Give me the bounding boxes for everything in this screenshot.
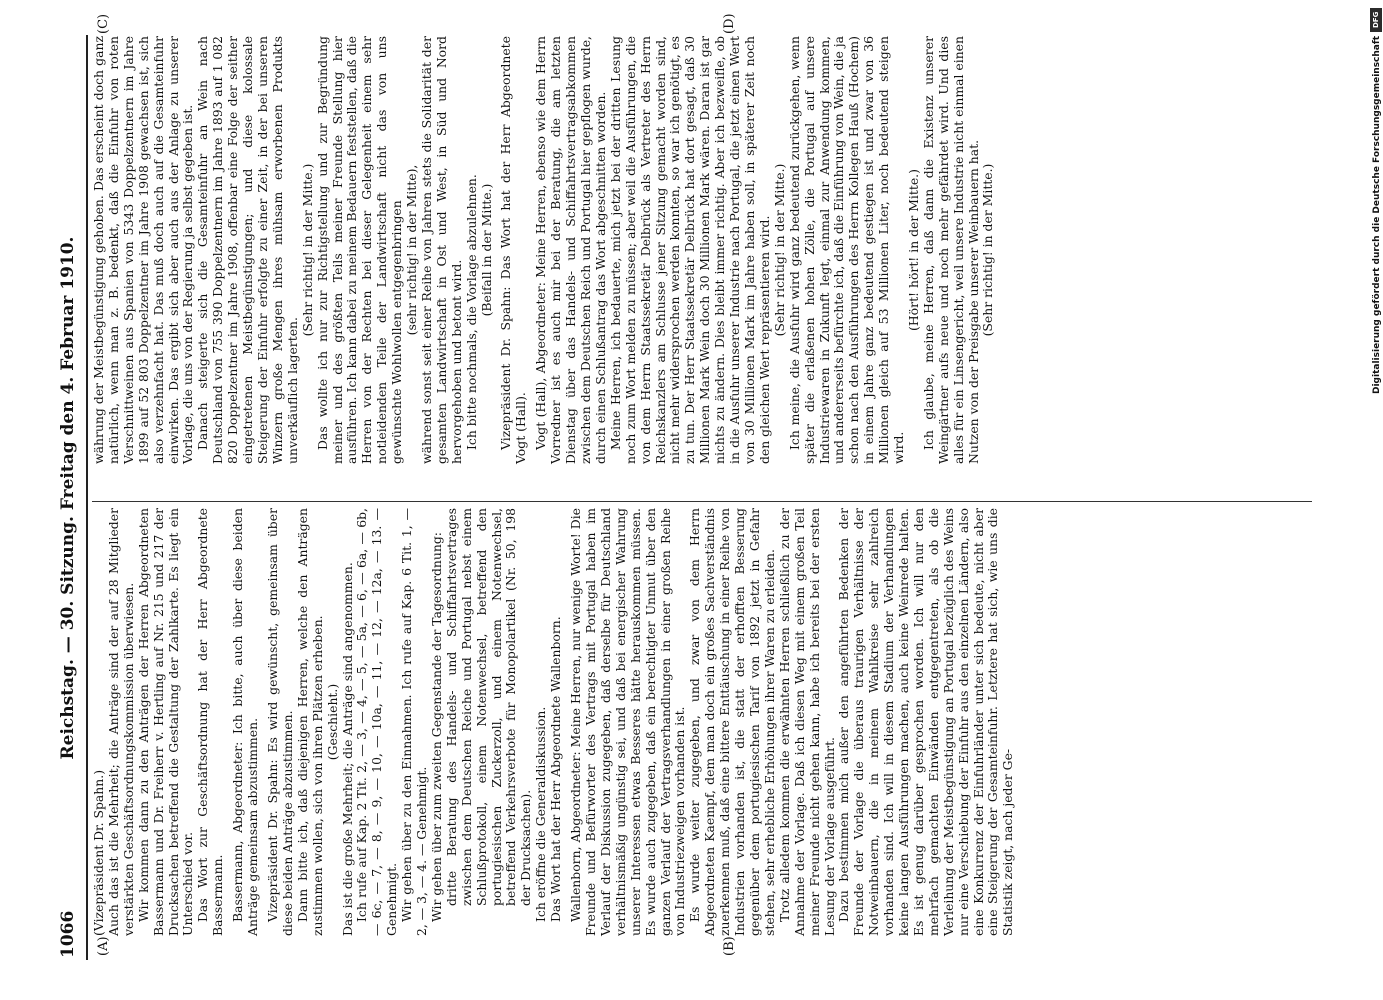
margin-marker-a: (A)	[96, 936, 111, 956]
paragraph: Vogt (Hall), Abgeordneter: Meine Herren, ebenso wie dem Herrn Vorredner ist es auch mir bei der Beratung, die am letzten Dienstag über das Handels- und Schiffahrtsvertragsabkommen zwischen dem Deutschen Reich und Portugal hier gepflogen wurde, durch einen Schlußantrag das Wort abgeschnitten worden.	[533, 36, 608, 464]
paragraph: dritte Beratung des Handels- und Schiffahrtsvertrages zwischen dem Deutschen Reiche und Portugal nebst einem Schlußprotokoll, einem Notenwechsel, betreffend den portugiesischen Zuckerzoll, und einem Notenwechsel, betreffend Verkehrsverbote für Monopolartikel (Nr. 50, 198 der Drucksachen).	[443, 508, 534, 906]
paragraph: (Geschieht.)	[324, 683, 340, 761]
dfg-logo: DFG	[1370, 8, 1382, 32]
paragraph: Vizepräsident Dr. Spahn: Das Wort hat der Herr Abgeordnete Vogt (Hall).	[498, 36, 529, 464]
paragraph: (Sehr richtig! in der Mitte.)	[771, 163, 787, 337]
paragraph: Meine Herren, ich bedauerte, mich jetzt bei der dritten Lesung noch zum Wort melden zu müssen; aber weil die Ausführungen, die von dem Herrn Staatssekretär Delbrück als Vertreter des Herrn Reichskanzlers am Schlusse jener Sitzung gemacht worden sind, nicht mehr widersprochen werden konnten, so war ich genötigt, es zu tun. Der Herr Staatssekretär Delbrück hat dort gesagt, daß 30 Millionen Mark Wein doch 30 Millionen Mark wären. Daran ist gar nichts zu ändern. Dies bleibt immer richtig. Aber ich bezweifle, ob in die Ausfuhr unserer Industrie nach Portugal, die jetzt einen Wert von 30 Millionen Mark im Jahre haben soll, in späterer Zeit noch den gleichen Wert repräsentieren wird.	[607, 36, 772, 464]
left-column	[92, 508, 1016, 936]
paragraph: Das ist die große Mehrheit; die Anträge sind angenommen.	[339, 562, 355, 936]
paragraph: Wallenborn, Abgeordneter: Meine Herren, nur wenige Worte! Die Freunde und Befürworter des Vertrags mit Portugal haben im Verlauf der Diskussion zugegeben, daß derselbe für Deutschland verhältnismäßig ungünstig sei, und daß bei energischer Wahrung unserer Interessen etwas Besseres hätte herauskommen müssen. Es wurde auch zugegeben, daß ein berechtigter Unmut über den ganzen Verlauf der Vertragsverhandlungen in einer großen Reihe von Industriezweigen vorhanden ist.	[568, 508, 688, 936]
paragraph: Bassermann, Abgeordneter: Ich bitte, auch über diese beiden Anträge gemeinsam abzustimmen.	[230, 508, 261, 936]
paragraph: währung der Meistbegünstigung gehoben. Das erscheint doch ganz natürlich, wenn man z. B. bedenkt, daß die Einfuhr von roten Verschnittweinen aus Spanien von 5343 Doppelzentnern im Jahre 1899 auf 52 803 Doppelzentner im Jahre 1908 gewachsen ist, sich also verzehnfacht hat. Das muß doch auch auf die Gesamteinfuhr einwirken. Das ergibt sich aber auch aus der Anlage zu unserer Vorlage, die uns von der Regierung ja selbst gegeben ist.	[91, 36, 196, 464]
header-rule	[86, 35, 88, 960]
paragraph: Ich meine, die Ausfuhr wird ganz bedeutend zurückgehen, wenn später die erlaßenen hohen Zölle, die Portugal auf unsere Industriewaren in Zukunft legt, einmal zur Anwendung kommen, und andererseits befürchte ich, daß die Einführung von Wein, die ja schon nach den Ausführungen des Herrn Kollegen Hauß (Hochem) in einem Jahre ganz bedeutend gestiegen ist und zwar von 36 Millionen gleich auf 53 Millionen Liter, noch bedeutend steigen wird.	[786, 36, 907, 464]
paragraph: Wir kommen dann zu den Anträgen der Herren Abgeordneten Bassermann und Dr. Freiherr v. Hertling auf Nr. 215 und 217 der Drucksachen betreffend die Gestaltung der Zahlkarte. Es liegt ein Unterschied vor.	[135, 508, 196, 936]
margin-marker-b: (B)	[722, 936, 737, 956]
paragraph: Ich glaube, meine Herren, daß dann die Existenz unserer Weingärtner aufs neue und noch mehr gefährdet wird. Und dies alles für ein Linsengericht, weil unsere Industrie nicht einmal einen Nutzen von der Preisgabe unserer Weinbauern hat.	[920, 36, 981, 464]
running-title: Reichstag. — 30. Sitzung. Freitag den 4. Februar 1910.	[58, 236, 78, 760]
page-header	[58, 38, 84, 958]
paragraph: Vizepräsident Dr. Spahn: Es wird gewünscht, gemeinsam über diese beiden Anträge abzustimmen.	[264, 508, 295, 936]
digitization-note: Digitalisierung gefördert durch die Deutsche Forschungsgemeinschaft	[1372, 36, 1382, 395]
paragraph: Wir gehen über zu den Einnahmen. Ich rufe auf Kap. 6 Tit. 1, — 2, — 3, — 4. — Genehmigt.	[399, 508, 430, 936]
paragraph: Es wurde weiter zugegeben, und zwar von dem Herrn Abgeordneten Kaempf, dem man doch ein großes Sachverständnis zuerkennen muß, daß eine bittere Enttäuschung in einer Reihe von Industrien vorhanden ist, die statt der erhofften Besserung gegenüber dem portugiesischen Tarif von 1892 jetzt in Gefahr stehen, sehr erhebliche Erhöhungen ihrer Waren zu erleiden.	[687, 508, 777, 936]
paragraph: Das wollte ich nur zur Richtigstellung und zur Begründung meiner und des größten Teils meiner Freunde Stellung hier ausführen. Ich kann dabei zu meinem Bedauern feststellen, daß die Herren von der Rechten bei dieser Gelegenheit einem sehr notleidenden Teile der Landwirtschaft nicht das von uns gewünschte Wohlwollen entgegenbringen	[314, 36, 405, 464]
paragraph: Ich eröffne die Generaldiskussion.	[533, 706, 549, 922]
paragraph: Danach steigerte sich die Gesamteinfuhr an Wein nach Deutschland von 755 390 Doppelzentnern im Jahre 1893 auf 1 082 820 Doppelzentner im Jahre 1908, offenbar eine Folge der seither eingetretenen Meistbegünstigungen; und diese kolossale Steigerung der Einfuhr erfolgte zu einer Zeit, in der bei unseren Winzern große Mengen ihres mühsam erworbenen Produkts unverkäuflich lagerten.	[195, 36, 300, 464]
paragraph: Ich bitte nochmals, die Vorlage abzulehnen.	[463, 174, 479, 450]
paragraph: Trotz alledem kommen die erwähnten Herren schließlich zu der Annahme der Vorlage. Daß ich diesen Weg mit einem großen Teil meiner Freunde nicht gehen kann, habe ich bereits bei der ersten Lesung der Vorlage ausgeführt.	[776, 508, 837, 936]
margin-marker-c: (C)	[96, 13, 111, 34]
page-number: 1066	[58, 910, 78, 958]
margin-marker-d: (D)	[722, 13, 737, 34]
paragraph: (Beifall in der Mitte.)	[478, 183, 494, 317]
paragraph: Ich rufe auf Kap. 2 Tit. 2, — 3, — 4, — 5, — 5a, — 6, — 6a, — 6b, — 6c, — 7, — 8, — 9, — 10, — 10a, — 11, — 12, — 12a, — 13. — Genehmigt.	[354, 508, 400, 936]
paragraph: (Sehr richtig! in der Mitte.)	[299, 163, 315, 337]
paragraph: Das Wort zur Geschäftsordnung hat der Herr Abgeordnete Bassermann.	[195, 508, 226, 936]
right-column	[92, 36, 996, 464]
paragraph: (Sehr richtig! in der Mitte.)	[980, 163, 996, 337]
paragraph: Dann bitte ich, daß diejenigen Herren, welche den Anträgen zustimmen wollen, sich von ihren Plätzen erheben.	[294, 508, 325, 936]
paragraph: (Vizepräsident Dr. Spahn.)	[91, 769, 106, 936]
paragraph: (Hört! hört! in der Mitte.)	[905, 169, 921, 331]
paragraph: Dazu bestimmen mich außer den angeführten Bedenken der Freunde der Vorlage die überaus traurigen Verhältnisse der Notweinbauern, die in meinem Wahlkreise sehr zahlreich vorhanden sind. Ich will in diesem Stadium der Verhandlungen keine langen Ausführungen machen, auch keine Weinrede halten. Es ist genug darüber gesprochen worden. Ich will nur den mehrfach gemachten Einwänden entgegentreten, als ob die Verleihung der Meistbegünstigung an Portugal bezüglich des Weins nur eine Verschiebung der Einfuhr aus den einzelnen Ländern, also eine Konkurrenz der Einfuhrländer unter sich bedeute, nicht aber eine Steigerung der Gesamteinfuhr. Letztere hat sich, wie uns die Statistik zeigt, nach jeder Ge-	[836, 508, 1016, 936]
paragraph: Auch das ist die Mehrheit; die Anträge sind der auf 28 Mitglieder verstärkten Geschäftsordnungskommission überwiesen.	[105, 508, 136, 936]
paragraph: Wir gehen über zum zweiten Gegenstande der Tagesordnung:	[428, 532, 444, 922]
paragraph: (sehr richtig! in der Mitte),	[404, 164, 420, 336]
column-divider	[92, 501, 1312, 502]
paragraph: während sonst seit einer Reihe von Jahren stets die Solidarität der gesamten Landwirtschaft in Ost und West, in Süd und Nord hervorgehoben und betont wird.	[418, 36, 464, 464]
paragraph: Das Wort hat der Herr Abgeordnete Wallenborn.	[548, 616, 564, 922]
